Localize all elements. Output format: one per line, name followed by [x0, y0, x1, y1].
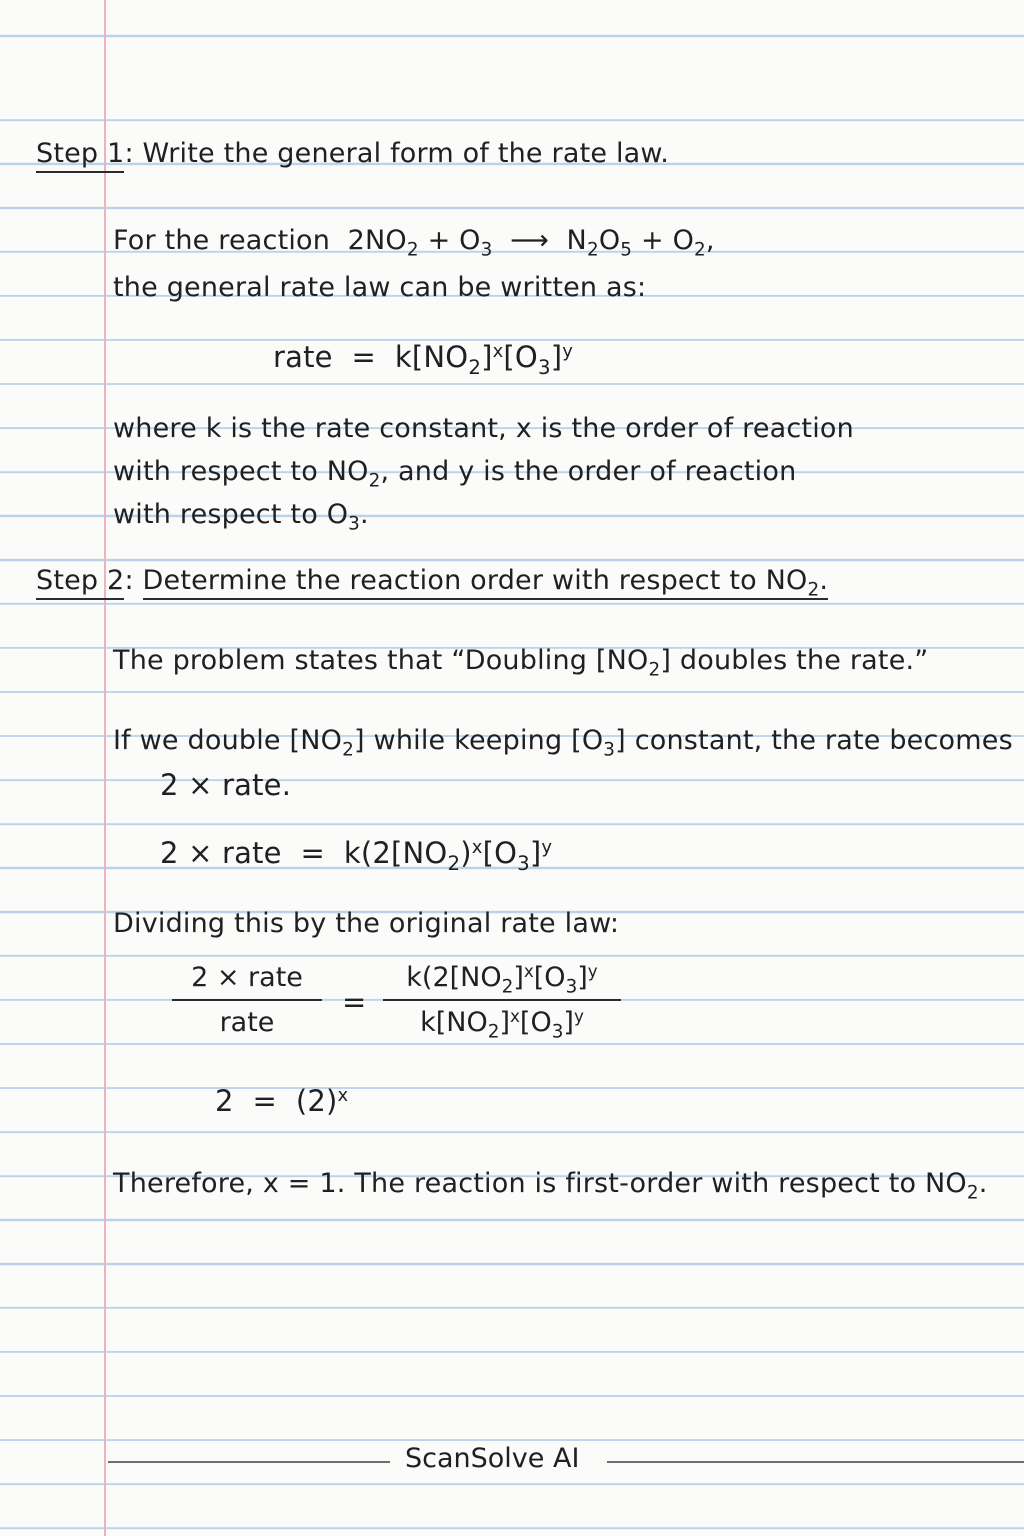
left-fraction: 2 × rate rate: [172, 962, 322, 1038]
if-a: If we double [NO: [113, 725, 343, 756]
explain-line-2-b: , and y is the order of reaction: [380, 456, 797, 487]
step2-label: Step 2: [36, 565, 124, 600]
explain-line-3: with respect to $O_3$.: [113, 499, 369, 535]
reaction-line: For the reaction $2NO_2 + O_3$ ⟶ $N_2O_5 + O_2$,: [113, 225, 715, 261]
if-c: ] constant, the rate becomes: [615, 725, 1013, 756]
explain-line-2: with respect to $NO_2$, and y is the order of reaction: [113, 456, 797, 492]
conclusion: Therefore, x = 1. The reaction is first-order with respect to $NO_2$.: [113, 1168, 988, 1204]
right-fraction: $k(2[NO_2]^x[O_3]^y$ $k[NO_2]^x[O_3]^y$: [383, 962, 621, 1038]
if-double-line-2: 2 × rate.: [160, 768, 292, 802]
rate-law-intro: the general rate law can be written as:: [113, 272, 647, 303]
explain-line-2-a: with respect to NO: [113, 456, 369, 487]
step2-heading: Step 2: Determine the reaction order with respect to $NO_2$.: [36, 565, 829, 601]
equals-sign: =: [342, 985, 367, 1019]
dividing-line: Dividing this by the original rate law:: [113, 908, 620, 939]
step1-title: Write the general form of the rate law.: [142, 138, 669, 169]
step1-label: Step 1: [36, 138, 124, 173]
doubled-rate-equation: 2 × rate = $k(2[NO_2)^x[O_3]^y$: [160, 836, 553, 875]
if-double-line: If we double $[NO_2]$ while keeping $[O_3]$ constant, the rate becomes: [113, 725, 1013, 761]
step2-title: Determine the reaction order with respect to NO: [142, 565, 808, 596]
problem-statement-a: The problem states that “Doubling [NO: [113, 645, 649, 676]
footer-brand: ScanSolve AI: [405, 1443, 580, 1474]
if-b: ] while keeping [O: [354, 725, 604, 756]
margin-line: [104, 0, 106, 1536]
explain-line-1: where k is the rate constant, x is the order of reaction: [113, 413, 854, 444]
step1-heading: Step 1: Write the general form of the rate law.: [36, 138, 669, 169]
power-equation: $2 = (2)^x$: [215, 1084, 349, 1118]
explain-line-3-text: with respect to O: [113, 499, 349, 530]
footer-line-right: [607, 1461, 1024, 1463]
footer-line-left: [108, 1461, 390, 1463]
problem-statement-b: ] doubles the rate.”: [660, 645, 929, 676]
problem-statement: The problem states that “Doubling $[NO_2]$ doubles the rate.”: [113, 645, 929, 681]
conclusion-text: Therefore, x = 1. The reaction is first-order with respect to NO: [113, 1168, 967, 1199]
reaction-intro: For the reaction: [113, 225, 331, 256]
general-rate-law: rate = $k[NO_2]^x[O_3]^y$: [273, 340, 574, 379]
